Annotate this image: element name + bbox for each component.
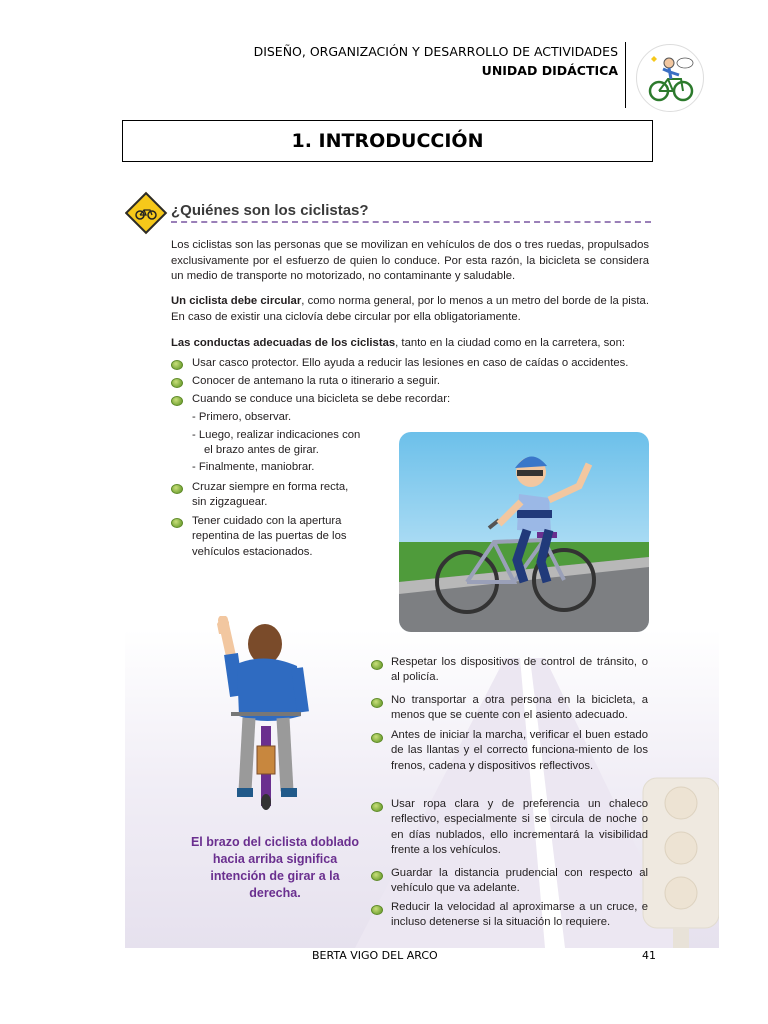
boy-turn-signal-illustration <box>209 616 319 811</box>
bullet-dot-icon <box>171 518 183 528</box>
list-item: Usar casco protector. Ello ayuda a reducir las lesiones en caso de caídas o accidentes. <box>192 357 629 369</box>
list-item: Cruzar siempre en forma recta, sin zigzaguear. <box>192 481 349 509</box>
footer-author: BERTA VIGO DEL ARCO <box>312 949 438 962</box>
bullet-dot-icon <box>171 396 183 406</box>
list-item: No transportar a otra persona en la bicicleta, a menos que se cuente con el asiento adecuado. <box>391 694 648 722</box>
circulation-bold: Un ciclista debe circular <box>171 295 302 307</box>
list-item: Antes de iniciar la marcha, verificar el buen estado de las llantas y el correcto funciona-miento de los frenos, cadena y dispositivos reflectivos. <box>391 729 648 772</box>
bullet-dot-icon <box>371 802 383 812</box>
cyclist-photo <box>399 432 649 632</box>
bullet-dot-icon <box>371 871 383 881</box>
header-line-1: DISEÑO, ORGANIZACIÓN Y DESARROLLO DE ACTIVIDADES <box>253 44 618 59</box>
title-box <box>122 120 653 162</box>
list-item: Tener cuidado con la apertura repentina de las puertas de los vehículos estacionados. <box>192 515 347 558</box>
textbook-page <box>125 188 719 948</box>
list-item: Cuando se conduce una bicicleta se debe recordar: <box>192 393 451 405</box>
bullet-dot-icon <box>171 484 183 494</box>
illustration-caption: El brazo del ciclista doblado hacia arriba significa intención de girar a la derecha. <box>190 835 360 900</box>
list-item: Reducir la velocidad al aproximarse a un cruce, e incluso detenerse si la situación lo requiere. <box>391 901 648 929</box>
list-item: Usar ropa clara y de preferencia un chaleco reflectivo, especialmente si se circula de noche o en días nublados, ello incrementará la visibilidad frente a los vehículos. <box>391 798 648 856</box>
conduct-bold: Las conductas adecuadas de los ciclistas <box>171 337 396 349</box>
cyclist-logo-icon <box>636 44 704 112</box>
list-item: Guardar la distancia prudencial con respecto al vehículo que va adelante. <box>391 867 648 895</box>
conduct-paragraph <box>171 336 649 352</box>
conduct-rest: , tanto en la ciudad como en la carretera, son: <box>395 337 625 349</box>
header-line-2: UNIDAD DIDÁCTICA <box>481 63 618 78</box>
sub-list-item: - Finalmente, maniobrar. <box>192 461 315 473</box>
bullet-dot-icon <box>371 660 383 670</box>
list-item: Respetar los dispositivos de control de tránsito, o al policía. <box>391 656 648 684</box>
header-divider <box>625 42 626 108</box>
bullet-dot-icon <box>371 733 383 743</box>
intro-paragraph: Los ciclistas son las personas que se movilizan en vehículos de dos o tres ruedas, propulsados exclusivamente por el esfuerzo de quien lo conduce. Por esta razón, la bicicleta se considera un medio de transporte no motorizado, no contaminante y saludable. <box>171 239 649 282</box>
circulation-rest: , como norma general, por lo menos a un metro del borde de la pista. En caso de existir una ciclovía debe circular por ella obligatoriamente. <box>171 295 649 323</box>
page-title: 1. INTRODUCCIÓN <box>291 130 484 152</box>
circulation-paragraph <box>171 294 649 325</box>
bullet-dot-icon <box>371 905 383 915</box>
bullet-dot-icon <box>171 378 183 388</box>
bullet-dot-icon <box>371 698 383 708</box>
bicycle-sign-icon <box>132 201 160 225</box>
sub-list-item: - Primero, observar. <box>192 411 292 423</box>
bullet-dot-icon <box>171 360 183 370</box>
sub-list-item: - Luego, realizar indicaciones con el brazo antes de girar. <box>192 429 361 457</box>
list-item: Conocer de antemano la ruta o itinerario a seguir. <box>192 375 441 387</box>
document-header <box>254 42 618 80</box>
section-heading: ¿Quiénes son los ciclistas? <box>171 202 369 219</box>
footer-page-number: 41 <box>642 949 656 962</box>
heading-dashed-rule <box>171 221 651 223</box>
